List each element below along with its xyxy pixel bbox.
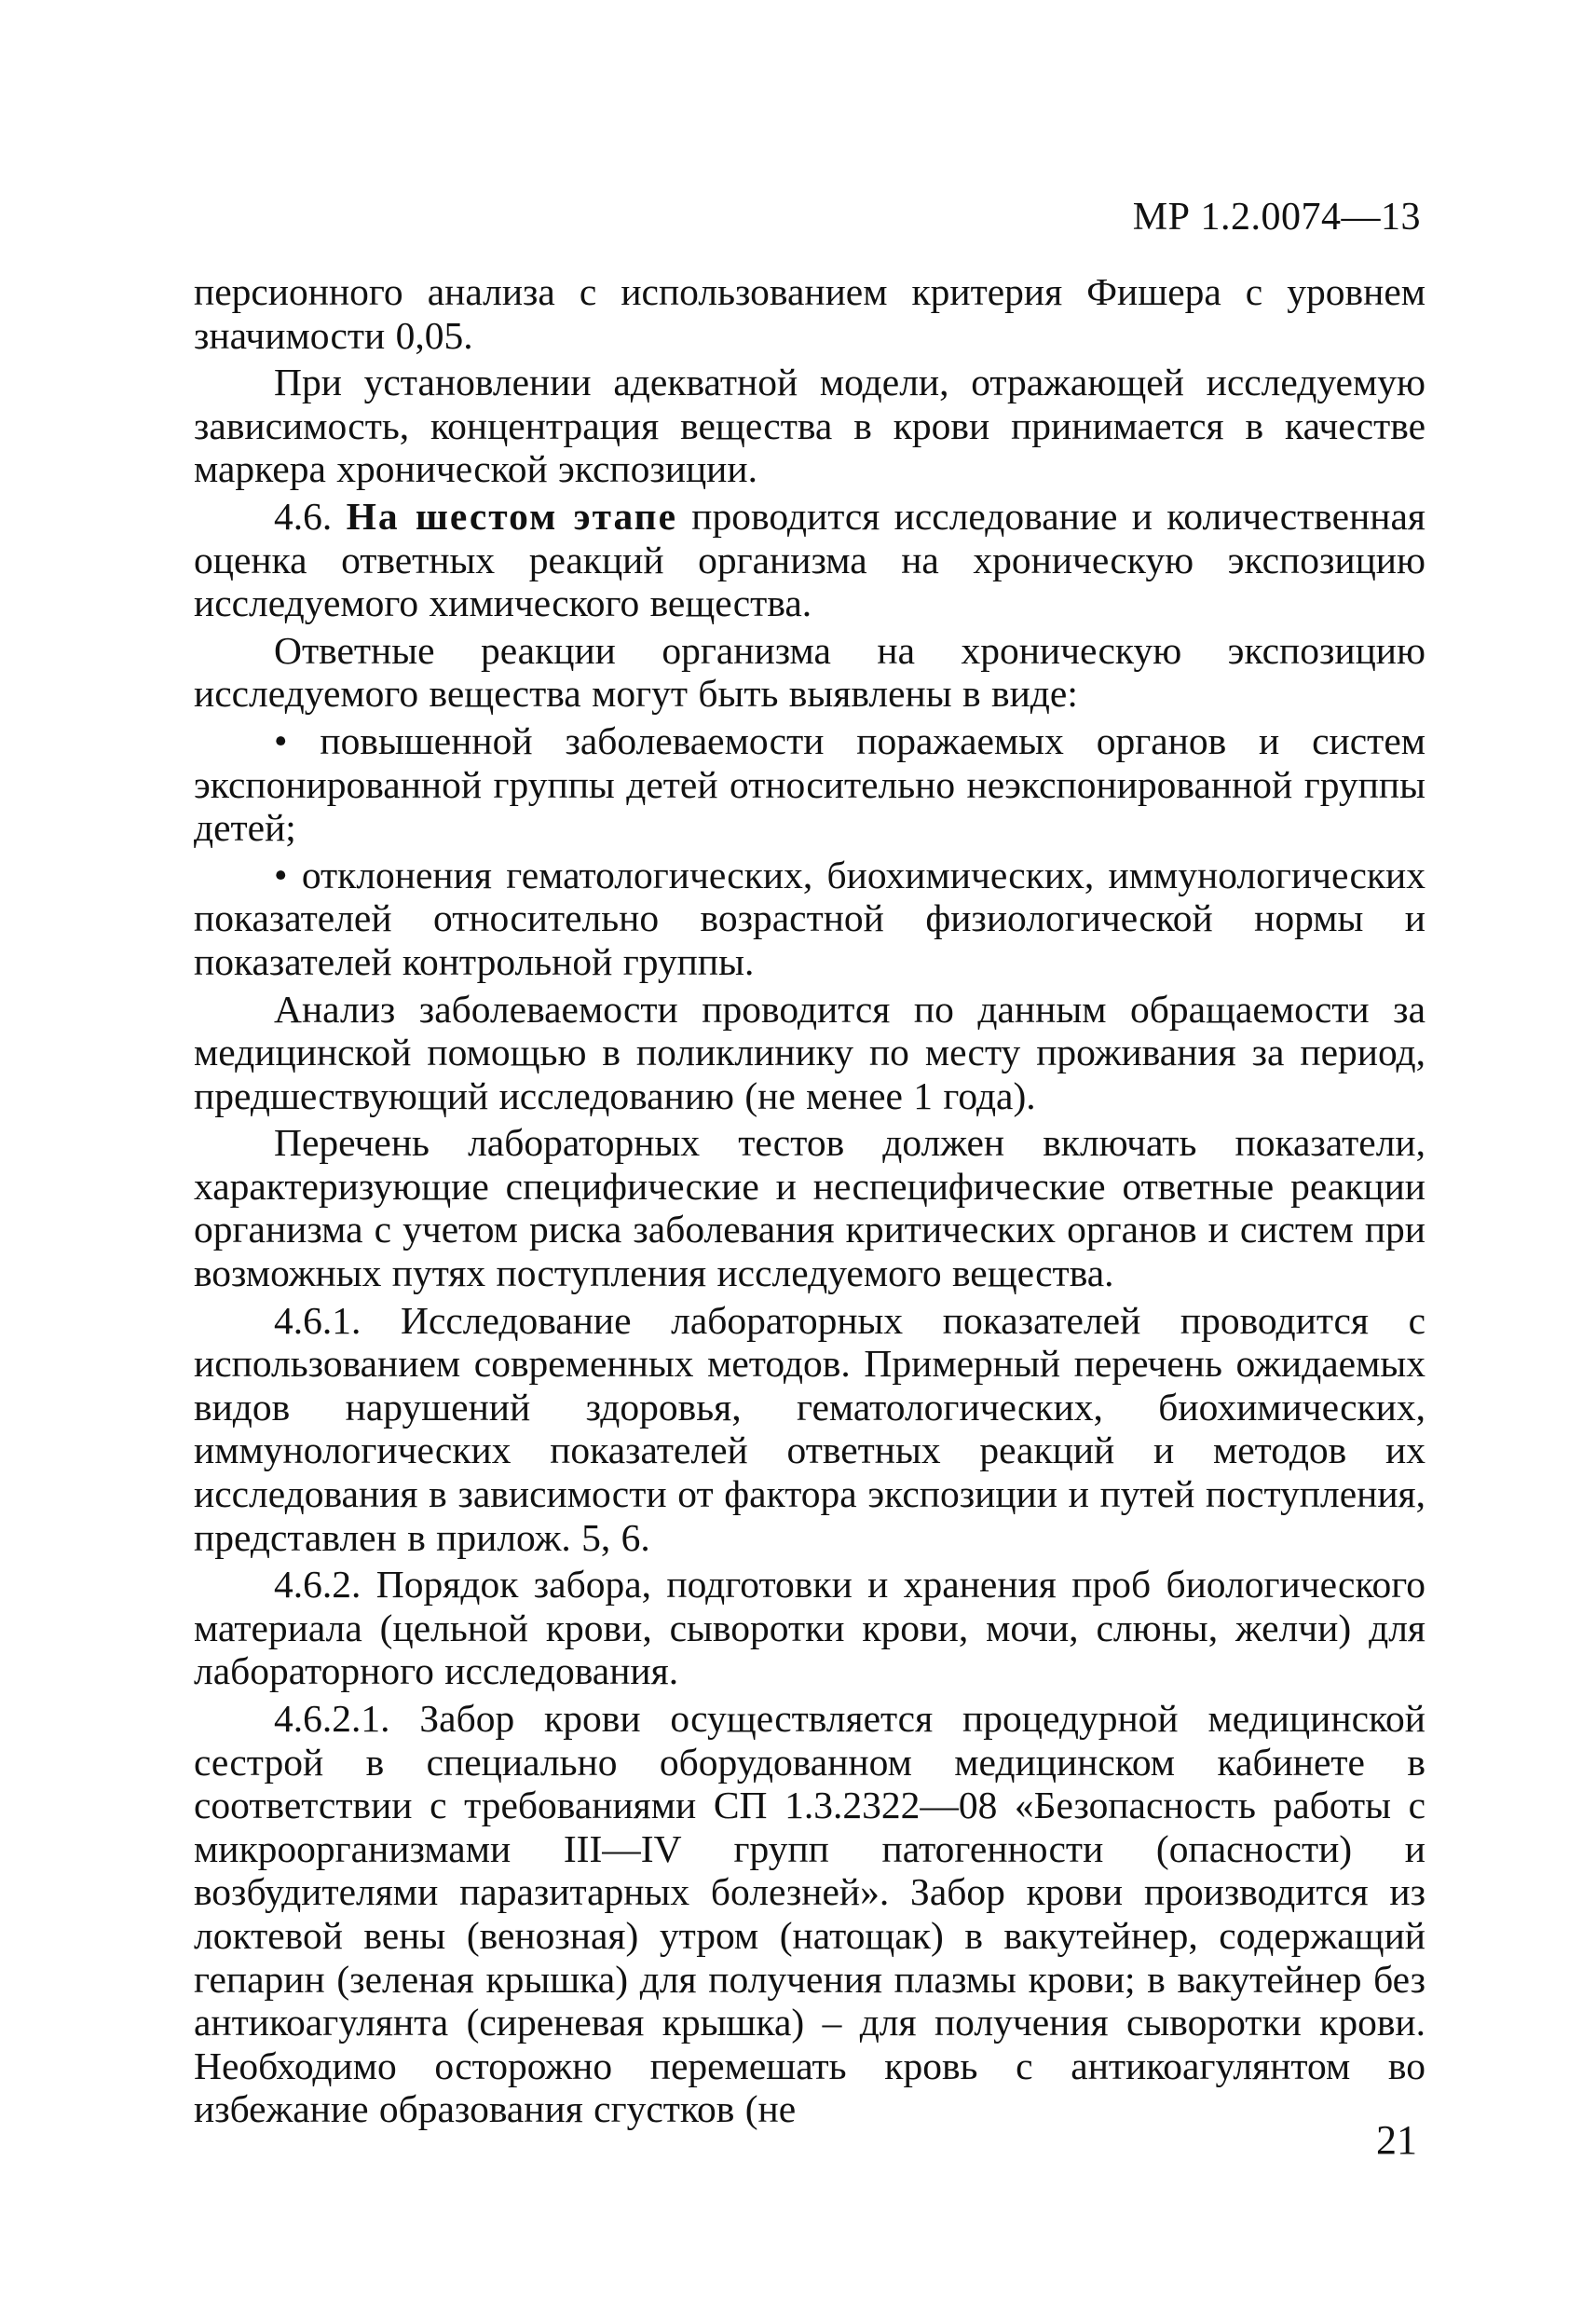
document-code-header: МР 1.2.0074—13 [1132, 196, 1421, 239]
paragraph-adequate-model: При установлении адекватной модели, отражающей исследуемую зависимость, концентрация вещества в крови принимается в качестве маркера хронической экспозиции. [194, 361, 1425, 491]
paragraph-responses: Ответные реакции организма на хроническую экспозицию исследуемого вещества могут быть выявлены в виде: [194, 628, 1425, 716]
paragraph-continuation: персионного анализа с использованием критерия Фишера с уровнем значимости 0,05. [194, 270, 1425, 357]
page-number: 21 [1376, 2117, 1417, 2163]
paragraph-section-4-6-1: 4.6.1. Исследование лабораторных показателей проводится с использованием современных методов. Примерный перечень ожидаемых видов нарушений здоровья, гематологических, биохимических, иммунологических показателей ответных реакций и методов их исследования в зависимости от фактора экспозиции и путей поступления, представлен в прилож. 5, 6. [194, 1298, 1425, 1559]
paragraph-section-4-6-2-1: 4.6.2.1. Забор крови осуществляется процедурной медицинской сестрой в специально оборудованном медицинском кабинете в соответствии с требованиями СП 1.3.2322—08 «Безопасность работы с микроорганизмами III—IV групп патогенности (опасности) и возбудителями паразитарных болезней». Забор крови производится из локтевой вены (венозная) утром (натощак) в вакутейнер, содержащий гепарин (зеленая крышка) для получения плазмы крови; в вакутейнер без антикоагулянта (сиреневая крышка) – для получения сыворотки крови. Необходимо осторожно перемешать кровь с антикоагулянтом во избежание образования сгустков (не [194, 1697, 1425, 2131]
body-text [194, 270, 1425, 2135]
section-number: 4.6. [274, 494, 347, 538]
bullet-item-morbidity: • повышенной заболеваемости поражаемых органов и систем экспонированной группы детей относительно неэкспонированной группы детей; [194, 718, 1425, 850]
paragraph-section-4-6-2: 4.6.2. Порядок забора, подготовки и хранения проб биологического материала (цельной крови, сыворотки крови, мочи, слюны, желчи) для лабораторного исследования. [194, 1563, 1425, 1693]
section-heading-bold: На шестом этапе [346, 494, 677, 538]
bullet-item-deviations: • отклонения гематологических, биохимических, иммунологических показателей относительно возрастной физиологической нормы и показателей контрольной группы. [194, 853, 1425, 983]
paragraph-lab-tests: Перечень лабораторных тестов должен включать показатели, характеризующие специфические и неспецифические ответные реакции организма с учетом риска заболевания критических органов и систем при возможных путях поступления исследуемого вещества. [194, 1121, 1425, 1295]
section-text: проводится исследование и количественная оценка ответных реакций организма на хроническую экспозицию исследуемого химического вещества. [194, 494, 1426, 625]
paragraph-morbidity-analysis: Анализ заболеваемости проводится по данным обращаемости за медицинской помощью в поликлинику по месту проживания за период, предшествующий исследованию (не менее 1 года). [194, 987, 1425, 1117]
paragraph-section-4-6 [194, 495, 1425, 625]
